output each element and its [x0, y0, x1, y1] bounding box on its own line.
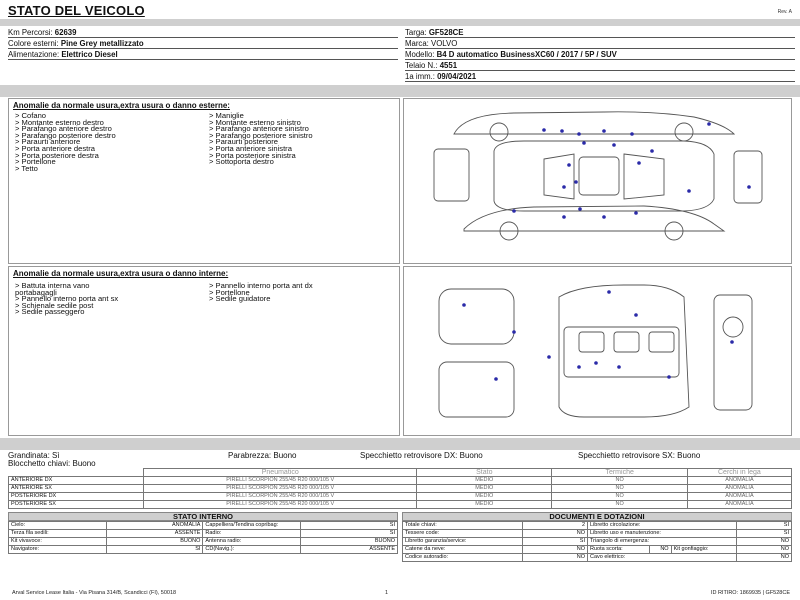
winter-header: Termiche — [552, 469, 687, 477]
cell-value: NO — [523, 546, 588, 554]
cell-value: SI — [523, 538, 588, 546]
tyre-rim: ANOMALIA — [687, 501, 791, 509]
list-item: > Porta posteriore destra — [15, 150, 99, 160]
list-item: > Sottoporta destro — [209, 157, 274, 167]
registration-row — [405, 72, 795, 82]
state-header: Stato — [417, 469, 552, 477]
table-row — [9, 485, 792, 493]
list-item: > Pannello interno porta ant sx — [15, 294, 119, 304]
footer-page-number: 1 — [385, 590, 389, 596]
list-item: > Schienale sedile post — [15, 300, 94, 310]
list-item: portabagagli — [15, 287, 57, 297]
list-item: > Cofano — [15, 111, 47, 120]
documents-table — [402, 521, 792, 562]
list-item: > Montante esterno sinistro — [209, 117, 301, 127]
tyre-rim: ANOMALIA — [687, 493, 791, 501]
interior-state-table — [8, 521, 398, 554]
table-row — [9, 538, 398, 546]
list-item: > Pannello interno porta ant dx — [209, 281, 313, 290]
plate-row — [405, 28, 795, 38]
model-label: Modello: — [405, 50, 435, 59]
cell-value: SI — [301, 530, 398, 538]
cell-label: Navigatore: — [9, 546, 107, 554]
tyre-position: POSTERIORE SX — [9, 501, 144, 509]
list-item: > Maniglie — [209, 111, 244, 120]
documents-header: DOCUMENTI E DOTAZIONI — [402, 512, 792, 521]
external-damage-list-left — [15, 113, 116, 172]
windshield-value: Buono — [273, 451, 297, 460]
cell-value: NO — [737, 546, 792, 554]
cell-value: ANOMALIA — [106, 522, 203, 530]
km-row — [8, 28, 398, 38]
cell-value: NO — [523, 554, 588, 562]
tyre-model: PIRELLI SCORPION 255/45 R20 000/105 V — [144, 493, 417, 501]
mirror-sx-status — [578, 451, 700, 460]
tyre-position: ANTERIORE SX — [9, 485, 144, 493]
cell-label: Cielo: — [9, 522, 107, 530]
external-damage-title: Anomalie da normale usura,extra usura o danno esterne: — [13, 101, 230, 110]
fuel-row — [8, 50, 398, 60]
keylock-status — [8, 459, 96, 468]
cell-value: NO — [737, 538, 792, 546]
list-item: > Paraurti posteriore — [209, 137, 279, 147]
frame-row — [405, 61, 795, 71]
table-row — [9, 477, 792, 485]
tyre-winter: NO — [552, 501, 687, 509]
rim-header: Cerchi in lega — [687, 469, 791, 477]
list-item: > Porta anteriore sinistra — [209, 143, 292, 153]
cell-label: CD(Navig.): — [203, 546, 301, 554]
section-separator — [0, 85, 800, 97]
cell-label: Libretto circolazione: — [588, 522, 737, 530]
tyre-winter: NO — [552, 485, 687, 493]
tyre-state: MEDIO — [417, 501, 552, 509]
cell-label: Codice autoradio: — [403, 554, 523, 562]
tyre-state: MEDIO — [417, 485, 552, 493]
table-row — [403, 530, 792, 538]
tyre-model: PIRELLI SCORPION 255/45 R20 000/105 V — [144, 501, 417, 509]
frame-label: Telaio N.: — [405, 61, 438, 70]
interior-car-diagram — [404, 267, 793, 437]
tyre-state: MEDIO — [417, 477, 552, 485]
list-item: > Montante esterno destro — [15, 117, 104, 127]
damage-markers — [512, 122, 751, 219]
cell-label: Totale chiavi: — [403, 522, 523, 530]
tyre-position: POSTERIORE DX — [9, 493, 144, 501]
list-item: > Porta posteriore sinistra — [209, 150, 296, 160]
cell-label: Kit gonfiaggio: — [671, 546, 736, 554]
interior-diagram-panel — [403, 266, 792, 436]
brand-row — [405, 39, 795, 49]
cell-label: Libretto uso e manutenzione: — [588, 530, 737, 538]
footer-id: ID RITIRO: 1869935 | GF528CE — [710, 590, 790, 596]
tyre-header: Pneumatico — [144, 469, 417, 477]
mirror-dx-label: Specchietto retrovisore DX: — [360, 451, 458, 460]
cell-value: SI — [301, 522, 398, 530]
list-item: > Parafango posteriore destro — [15, 130, 116, 140]
list-item: > Tetto — [15, 163, 38, 173]
tyre-position: ANTERIORE DX — [9, 477, 144, 485]
brand-label: Marca: — [405, 39, 429, 48]
cell-value: NO — [649, 546, 671, 554]
cell-value: 2 — [523, 522, 588, 530]
keylock-value: Buono — [72, 459, 96, 468]
cell-label: Antenna radio: — [203, 538, 301, 546]
list-item: > Portellone — [15, 157, 56, 167]
plate-label: Targa: — [405, 28, 427, 37]
cell-value: ASSENTE — [106, 530, 203, 538]
fuel-value: Elettrico Diesel — [61, 50, 118, 59]
table-row — [9, 546, 398, 554]
cell-value: SI — [737, 530, 792, 538]
cell-value: NO — [523, 530, 588, 538]
exterior-diagram-panel — [403, 98, 792, 264]
km-value: 62639 — [54, 28, 77, 37]
list-item: > Parafango anteriore destro — [15, 124, 112, 134]
cell-value: BUONO — [301, 538, 398, 546]
table-row — [9, 522, 398, 530]
interior-state-header: STATO INTERNO — [8, 512, 398, 521]
model-row — [405, 50, 795, 60]
tyre-position-header — [9, 469, 144, 477]
cell-label: Catene da neve: — [403, 546, 523, 554]
registration-label: 1a imm.: — [405, 72, 435, 81]
list-item: > Portellone — [209, 287, 250, 297]
tyre-winter: NO — [552, 493, 687, 501]
mirror-sx-value: Buono — [677, 451, 701, 460]
revision-label: Rev. A — [777, 9, 792, 15]
section-separator — [0, 438, 800, 450]
mirror-dx-value: Buono — [459, 451, 483, 460]
model-value: B4 D automatico BusinessXC60 / 2017 / 5P / SUV — [436, 50, 617, 59]
tyre-winter: NO — [552, 477, 687, 485]
cell-value: SI — [106, 546, 203, 554]
table-row — [403, 522, 792, 530]
list-item: > Parafango posteriore sinistro — [209, 130, 313, 140]
damage-markers — [462, 290, 734, 381]
table-row — [9, 530, 398, 538]
list-item: > Porta anteriore destra — [15, 143, 95, 153]
tyres-table — [8, 468, 792, 509]
list-item: > Battuta interna vano — [15, 281, 90, 290]
windshield-label: Parabrezza: — [228, 451, 272, 460]
windshield-status — [228, 451, 297, 460]
internal-damage-list-left — [15, 283, 118, 316]
fuel-label: Alimentazione: — [8, 50, 60, 59]
color-row — [8, 39, 398, 49]
list-item: > Sedile guidatore — [209, 294, 271, 304]
cell-label: Triangolo di emergenza: — [588, 538, 737, 546]
tyre-rim: ANOMALIA — [687, 485, 791, 493]
cell-label: Cappelliera/Tendina copribag: — [203, 522, 301, 530]
km-label: Km Percorsi: — [8, 28, 53, 37]
cell-label: Ruota scorta: — [588, 546, 650, 554]
cell-value: NO — [737, 554, 792, 562]
list-item: > Parafango anteriore sinistro — [209, 124, 309, 134]
external-damage-list-right — [209, 113, 313, 166]
tyre-model: PIRELLI SCORPION 255/45 R20 000/105 V — [144, 485, 417, 493]
internal-damage-title: Anomalie da normale usura,extra usura o danno interne: — [13, 269, 229, 278]
table-row — [403, 546, 792, 554]
exterior-car-diagram — [404, 99, 793, 265]
registration-value: 09/04/2021 — [437, 72, 477, 81]
list-item: > Paraurti anteriore — [15, 137, 81, 147]
hail-label: Grandinata: — [8, 451, 50, 460]
cell-label: Radio: — [203, 530, 301, 538]
plate-value: GF528CE — [428, 28, 464, 37]
external-damage-panel — [8, 98, 400, 264]
cell-label: Libretto garanzia/service: — [403, 538, 523, 546]
mirror-dx-status — [360, 451, 483, 460]
table-row — [403, 554, 792, 562]
cell-label: Terza fila sedili: — [9, 530, 107, 538]
cell-label: Cavo elettrico: — [588, 554, 737, 562]
table-row — [9, 501, 792, 509]
hail-value: Sì — [52, 451, 60, 460]
cell-label: Kit vivavoce: — [9, 538, 107, 546]
table-row — [9, 493, 792, 501]
brand-value: VOLVO — [431, 39, 458, 48]
color-value: Pine Grey metallizzato — [60, 39, 144, 48]
footer-company: Arval Service Lease Italia - Via Pisana 314/B, Scandicci (FI), 50018 — [12, 590, 177, 596]
internal-damage-panel — [8, 266, 400, 436]
tyre-rim: ANOMALIA — [687, 477, 791, 485]
mirror-sx-label: Specchietto retrovisore SX: — [578, 451, 675, 460]
cell-value: ASSENTE — [301, 546, 398, 554]
color-label: Colore esterni: — [8, 39, 59, 48]
cell-value: BUONO — [106, 538, 203, 546]
tyre-model: PIRELLI SCORPION 255/45 R20 000/105 V — [144, 477, 417, 485]
cell-label: Tessere code: — [403, 530, 523, 538]
cell-value: SI — [737, 522, 792, 530]
frame-value: 4551 — [439, 61, 458, 70]
internal-damage-list-right — [209, 283, 313, 303]
title-bar — [0, 19, 800, 26]
keylock-label: Blocchetto chiavi: — [8, 459, 71, 468]
list-item: > Sedile passeggero — [15, 307, 85, 317]
page-title: STATO DEL VEICOLO — [8, 3, 145, 18]
table-row — [403, 538, 792, 546]
tyre-state: MEDIO — [417, 493, 552, 501]
